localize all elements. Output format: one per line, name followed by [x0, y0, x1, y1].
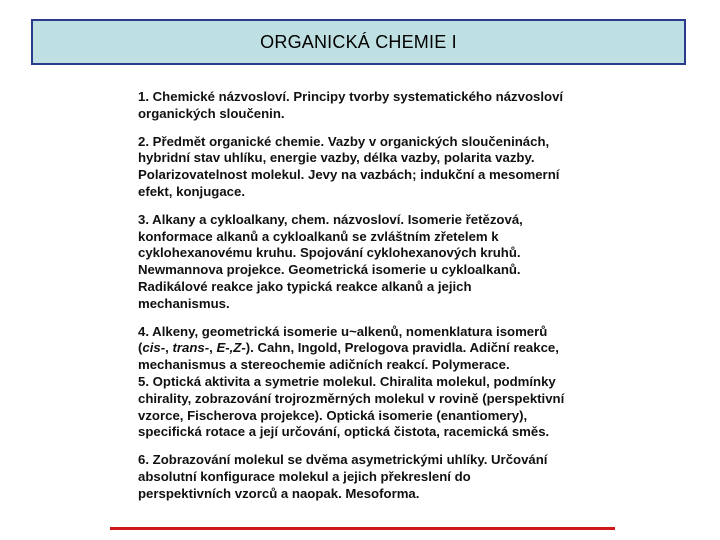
- section-3-line: mechanismus.: [138, 295, 230, 311]
- section-3-line: Radikálové reakce jako typická reakce alkanů a jejich: [138, 278, 472, 294]
- section-4-line: [138, 340, 608, 357]
- bottom-divider: [110, 527, 615, 530]
- section-2-line: 2. Předmět organické chemie. Vazby v organických sloučeninách,: [138, 133, 550, 149]
- section-4-line: 4. Alkeny, geometrická isomerie u~alkenů, nomenklatura isomerů: [138, 323, 548, 339]
- section-3-line: Newmannova projekce. Geometrická isomerie u cykloalkanů.: [138, 262, 521, 278]
- section-5-line: 5. Optická aktivita a symetrie molekul. Chiralita molekul, podmínky: [138, 373, 556, 389]
- section-2-line: efekt, konjugace.: [138, 183, 246, 199]
- section-3-line: cyklohexanovému kruhu. Spojování cyklohexanových kruhů.: [138, 245, 521, 261]
- ez-term: E-,Z-: [216, 340, 246, 356]
- section-1: [138, 89, 608, 123]
- separator: ,: [165, 340, 173, 356]
- section-6: [138, 452, 608, 502]
- section-5-line: vzorce, Fischerova projekce). Optická isomerie (enantiomery),: [138, 407, 528, 423]
- section-5-line: specifická rotace a její určování, optická čistota, racemická směs.: [138, 424, 550, 440]
- page-title: ORGANICKÁ CHEMIE I: [260, 31, 457, 52]
- section-5-line: chirality, zobrazování trojrozměrných molekul v rovině (perspektivní: [138, 390, 565, 406]
- cis-term: cis-: [142, 340, 166, 356]
- section-2-line: hybridní stav uhlíku, energie vazby, délka vazby, polarita vazby.: [138, 150, 535, 166]
- section-3-line: 3. Alkany a cykloalkany, chem. názvosloví. Isomerie řetězová,: [138, 211, 523, 227]
- section-6-line: 6. Zobrazování molekul se dvěma asymetrickými uhlíky. Určování: [138, 452, 548, 468]
- section-3-line: konformace alkanů a cykloalkanů se zvláštním zřetelem k: [138, 228, 499, 244]
- section-1-line: 1. Chemické názvosloví. Principy tvorby systematického názvosloví: [138, 89, 564, 104]
- section-3: [138, 212, 608, 313]
- syllabus-list: [138, 89, 608, 514]
- section-4: [138, 324, 608, 374]
- section-1-line: organických sloučenin.: [138, 105, 285, 121]
- section-4-line: mechanismus a stereochemie adičních reakcí. Polymerace.: [138, 357, 510, 373]
- title-banner: [31, 19, 686, 65]
- section-2: [138, 134, 608, 201]
- separator: ,: [209, 340, 217, 356]
- section-4-line-rest: ). Cahn, Ingold, Prelogova pravidla. Adiční reakce,: [245, 340, 559, 356]
- section-6-line: perspektivních vzorců a naopak. Mesoforma.: [138, 485, 420, 501]
- section-6-line: absolutní konfigurace molekul a jejich překreslení do: [138, 468, 471, 484]
- section-5: [138, 374, 608, 441]
- paren-open: (: [138, 340, 143, 356]
- section-2-line: Polarizovatelnost molekul. Jevy na vazbách; indukční a mesomerní: [138, 167, 560, 183]
- trans-term: trans-: [172, 340, 210, 356]
